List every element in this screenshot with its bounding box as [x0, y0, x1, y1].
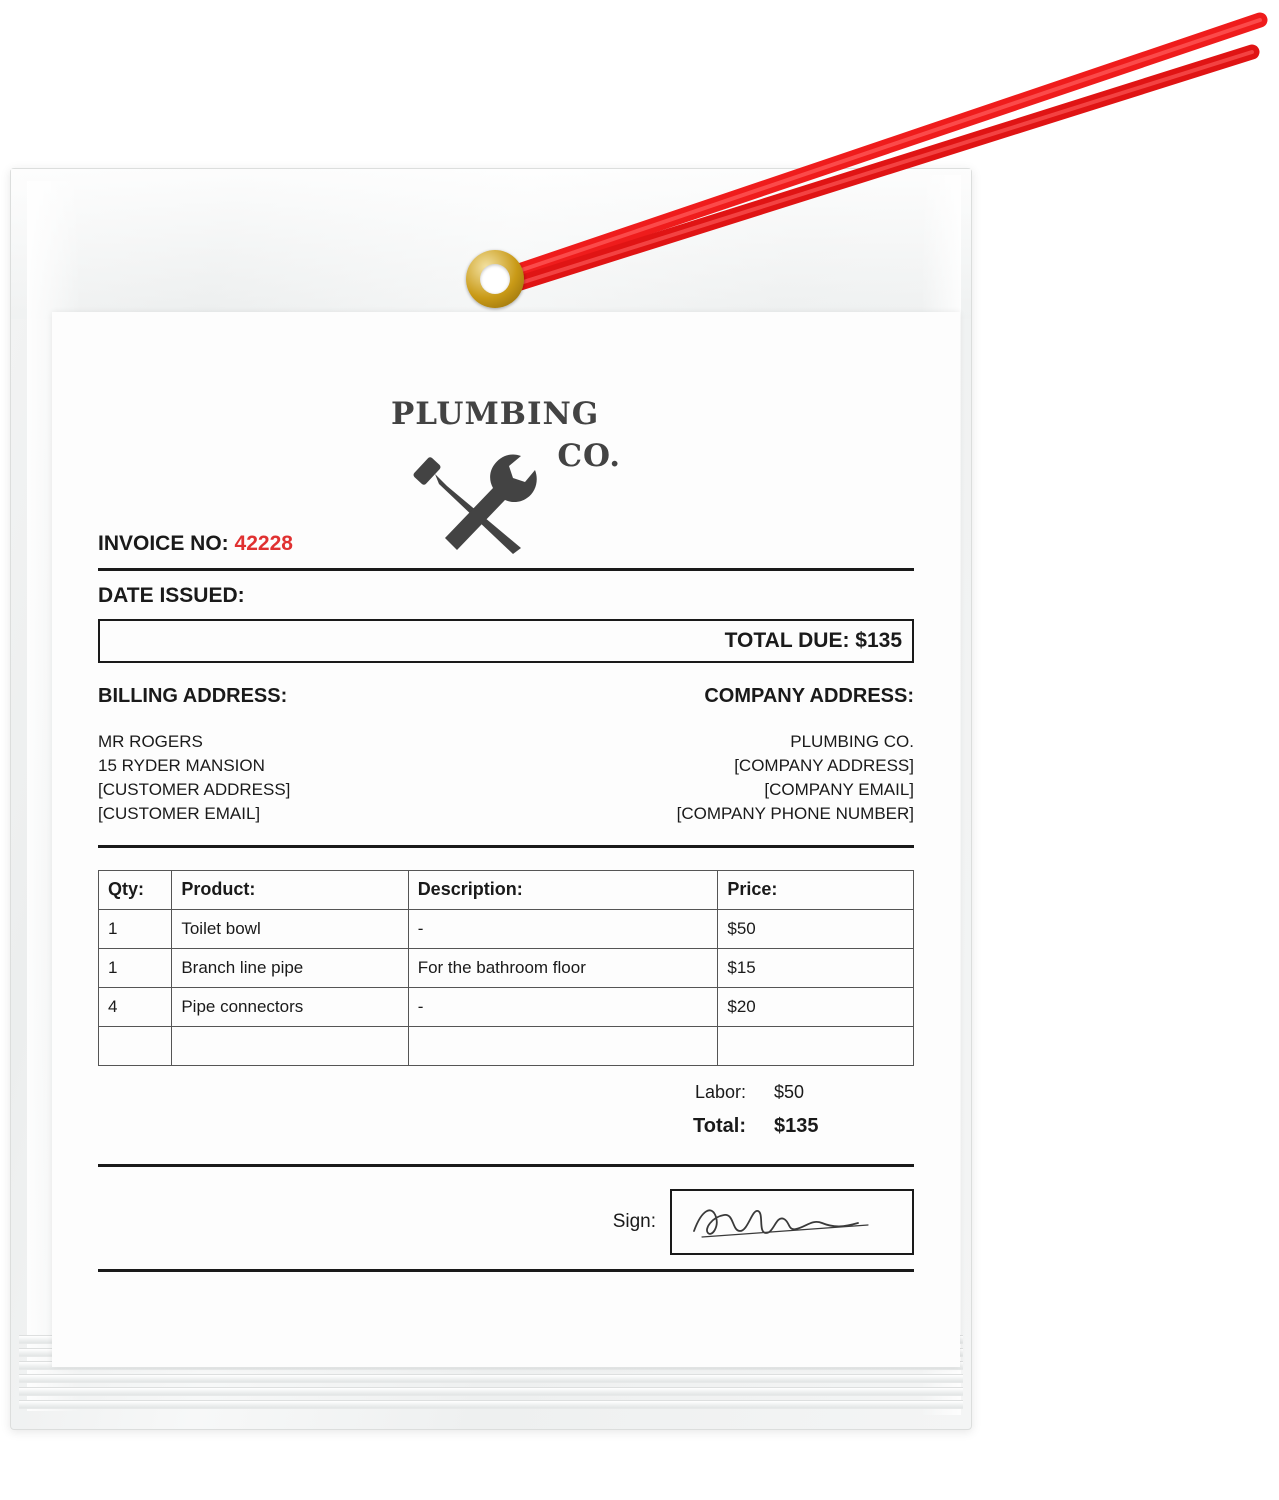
company-address-title: COMPANY ADDRESS:: [704, 685, 914, 707]
signature-label: Sign:: [612, 1210, 656, 1232]
logo-text-secondary: CO.: [557, 438, 621, 474]
column-header-description: Description:: [408, 870, 718, 909]
total-due-box: [98, 619, 914, 663]
cell-description: -: [408, 987, 718, 1026]
cell-product: Toilet bowl: [172, 909, 408, 948]
cell-price: $20: [718, 987, 914, 1026]
billing-address-title: BILLING ADDRESS:: [98, 685, 288, 707]
table-header-row: [99, 870, 914, 909]
billing-address-line: [CUSTOMER ADDRESS]: [98, 780, 291, 800]
billing-address-line: 15 RYDER MANSION: [98, 756, 265, 776]
cell-description: -: [408, 909, 718, 948]
company-address-line: PLUMBING CO.: [790, 732, 914, 751]
company-address-line: [COMPANY EMAIL]: [764, 780, 914, 800]
cell-description: For the bathroom floor: [408, 948, 718, 987]
cell-price: $50: [718, 909, 914, 948]
totals-block: [98, 1082, 914, 1138]
logo-text-primary: PLUMBING: [391, 396, 600, 432]
cell-qty: 1: [99, 909, 172, 948]
cell-price: [718, 1026, 914, 1065]
billing-address-line: MR ROGERS: [98, 732, 203, 751]
cell-description: [408, 1026, 718, 1065]
signature-divider-bottom: [98, 1269, 914, 1272]
cell-product: Branch line pipe: [172, 948, 408, 987]
sleeve-highlight-top: [11, 169, 971, 319]
invoice-number-value: 42228: [234, 532, 293, 555]
labor-value: $50: [774, 1081, 805, 1102]
section-divider: [98, 845, 914, 848]
cell-product: [172, 1026, 408, 1065]
column-header-qty: Qty:: [99, 870, 172, 909]
date-issued-row: [98, 571, 914, 619]
wrench-and-screwdriver-icon: [413, 444, 553, 554]
invoice-number-label: INVOICE NO:: [98, 532, 229, 555]
signature-box: [670, 1189, 914, 1255]
address-block: [98, 685, 914, 845]
total-label: Total:: [693, 1114, 746, 1137]
company-logo: [98, 352, 914, 532]
handwritten-signature: [672, 1191, 912, 1253]
cell-qty: [99, 1026, 172, 1065]
total-row: [98, 1115, 914, 1138]
cell-price: $15: [718, 948, 914, 987]
column-header-price: Price:: [718, 870, 914, 909]
company-address-line: [COMPANY ADDRESS]: [734, 756, 914, 776]
billing-address: [98, 685, 482, 827]
table-row: [99, 987, 914, 1026]
line-items-table: [98, 870, 914, 1066]
labor-row: [98, 1082, 914, 1103]
company-address: [530, 685, 914, 827]
cell-product: Pipe connectors: [172, 987, 408, 1026]
table-row: [99, 909, 914, 948]
table-row: [99, 948, 914, 987]
column-header-product: Product:: [172, 870, 408, 909]
invoice-document: [52, 312, 960, 1367]
table-row: [99, 1026, 914, 1065]
company-address-line: [COMPANY PHONE NUMBER]: [676, 804, 914, 824]
billing-address-line: [CUSTOMER EMAIL]: [98, 804, 261, 824]
total-value: $135: [774, 1114, 819, 1137]
cell-qty: 4: [99, 987, 172, 1026]
labor-label: Labor:: [694, 1081, 746, 1102]
total-due-text: TOTAL DUE: $135: [724, 629, 902, 652]
signature-area: [98, 1167, 914, 1269]
cell-qty: 1: [99, 948, 172, 987]
date-issued-label: DATE ISSUED:: [98, 584, 245, 607]
